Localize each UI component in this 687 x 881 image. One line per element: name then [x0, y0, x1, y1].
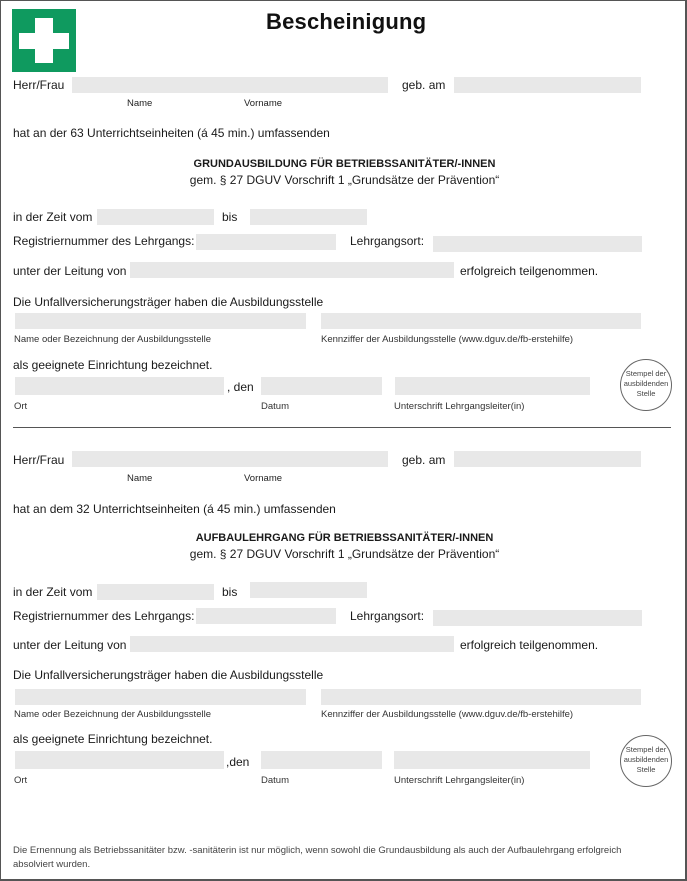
course-title: AUFBAULEHRGANG FÜR BETRIEBSSANITÄTER/-INNEN: [195, 532, 494, 544]
place-field[interactable]: [15, 377, 224, 395]
leader-label: unter der Leitung von: [13, 264, 127, 278]
org-name-field[interactable]: [15, 689, 306, 705]
stamp-text-line: ausbildenden: [623, 379, 669, 388]
suitable-text: als geeignete Einrichtung bezeichnet.: [13, 358, 213, 372]
course-leader-field[interactable]: [130, 636, 454, 652]
success-text: erfolgreich teilgenommen.: [460, 264, 599, 278]
period-to-field[interactable]: [250, 582, 367, 598]
person-label: Herr/Frau: [13, 453, 65, 467]
org-id-field[interactable]: [321, 689, 641, 705]
registration-number-field[interactable]: [196, 234, 336, 250]
until-label: bis: [222, 210, 238, 224]
firstname-caption: Vorname: [244, 98, 283, 109]
stamp-text-line: Stelle: [636, 765, 656, 774]
period-label: in der Zeit vom: [13, 210, 93, 224]
registration-label: Registriernummer des Lehrgangs:: [13, 609, 195, 623]
date-caption: Datum: [261, 775, 289, 786]
stamp-text-line: Stelle: [636, 389, 656, 398]
document-title: Bescheinigung: [266, 9, 427, 34]
org-id-caption: Kennziffer der Ausbildungsstelle (www.dguv.de/fb-erstehilfe): [321, 334, 574, 345]
signature-caption: Unterschrift Lehrgangsleiter(in): [394, 401, 525, 412]
stamp-text-line: Stempel der: [625, 745, 667, 754]
birth-date-field[interactable]: [454, 451, 641, 467]
course-subtitle: gem. § 27 DGUV Vorschrift 1 „Grundsätze der Prävention“: [189, 173, 500, 187]
course-leader-field[interactable]: [130, 262, 454, 278]
signature-field[interactable]: [395, 377, 590, 395]
period-label: in der Zeit vom: [13, 585, 93, 599]
org-name-caption: Name oder Bezeichnung der Ausbildungsstelle: [14, 334, 211, 345]
stamp-circle: [620, 359, 672, 411]
footer-note: Die Ernennung als Betriebssanitäter bzw. -sanitäterin ist nur möglich, wenn sowohl die Grundausbildung als auch der Aufbaulehrgang erfolgreich absolviert wurden.: [13, 845, 622, 870]
den-text: ,den: [226, 755, 250, 769]
firstname-caption: Vorname: [244, 473, 283, 484]
section-divider: [13, 427, 671, 428]
first-aid-cross-icon: [12, 9, 76, 72]
location-label: Lehrgangsort:: [350, 234, 425, 248]
period-from-field[interactable]: [97, 584, 214, 600]
birth-label: geb. am: [402, 453, 446, 467]
period-to-field[interactable]: [250, 209, 367, 225]
signature-caption: Unterschrift Lehrgangsleiter(in): [394, 775, 525, 786]
stamp-circle: [620, 735, 672, 787]
name-field[interactable]: [72, 451, 388, 467]
course-title: GRUNDAUSBILDUNG FÜR BETRIEBSSANITÄTER/-INNEN: [193, 158, 496, 170]
suitable-text: als geeignete Einrichtung bezeichnet.: [13, 732, 213, 746]
birth-label: geb. am: [402, 78, 446, 92]
place-field[interactable]: [15, 751, 224, 769]
course-location-field[interactable]: [433, 236, 642, 252]
location-label: Lehrgangsort:: [350, 609, 425, 623]
org-id-caption: Kennziffer der Ausbildungsstelle (www.dguv.de/fb-erstehilfe): [321, 709, 574, 720]
insurer-text: Die Unfallversicherungsträger haben die Ausbildungsstelle: [13, 668, 324, 682]
place-caption: Ort: [14, 775, 28, 786]
leader-label: unter der Leitung von: [13, 638, 127, 652]
intro-text: hat an der 63 Unterrichtseinheiten (á 45 min.) umfassenden: [13, 126, 330, 140]
period-from-field[interactable]: [97, 209, 214, 225]
date-caption: Datum: [261, 401, 289, 412]
person-label: Herr/Frau: [13, 78, 65, 92]
insurer-text: Die Unfallversicherungsträger haben die Ausbildungsstelle: [13, 295, 324, 309]
name-field[interactable]: [72, 77, 388, 93]
birth-date-field[interactable]: [454, 77, 641, 93]
course-location-field[interactable]: [433, 610, 642, 626]
name-caption: Name: [127, 98, 153, 109]
intro-text: hat an dem 32 Unterrichtseinheiten (á 45 min.) umfassenden: [13, 502, 336, 516]
org-name-field[interactable]: [15, 313, 306, 329]
org-id-field[interactable]: [321, 313, 641, 329]
org-name-caption: Name oder Bezeichnung der Ausbildungsstelle: [14, 709, 211, 720]
signature-field[interactable]: [394, 751, 590, 769]
until-label: bis: [222, 585, 238, 599]
stamp-text-line: ausbildenden: [623, 755, 669, 764]
registration-label: Registriernummer des Lehrgangs:: [13, 234, 195, 248]
name-caption: Name: [127, 473, 153, 484]
date-field[interactable]: [261, 751, 382, 769]
den-text: , den: [227, 380, 254, 394]
stamp-text-line: Stempel der: [625, 369, 667, 378]
place-caption: Ort: [14, 401, 28, 412]
registration-number-field[interactable]: [196, 608, 336, 624]
date-field[interactable]: [261, 377, 382, 395]
course-subtitle: gem. § 27 DGUV Vorschrift 1 „Grundsätze der Prävention“: [189, 547, 500, 561]
success-text: erfolgreich teilgenommen.: [460, 638, 599, 652]
